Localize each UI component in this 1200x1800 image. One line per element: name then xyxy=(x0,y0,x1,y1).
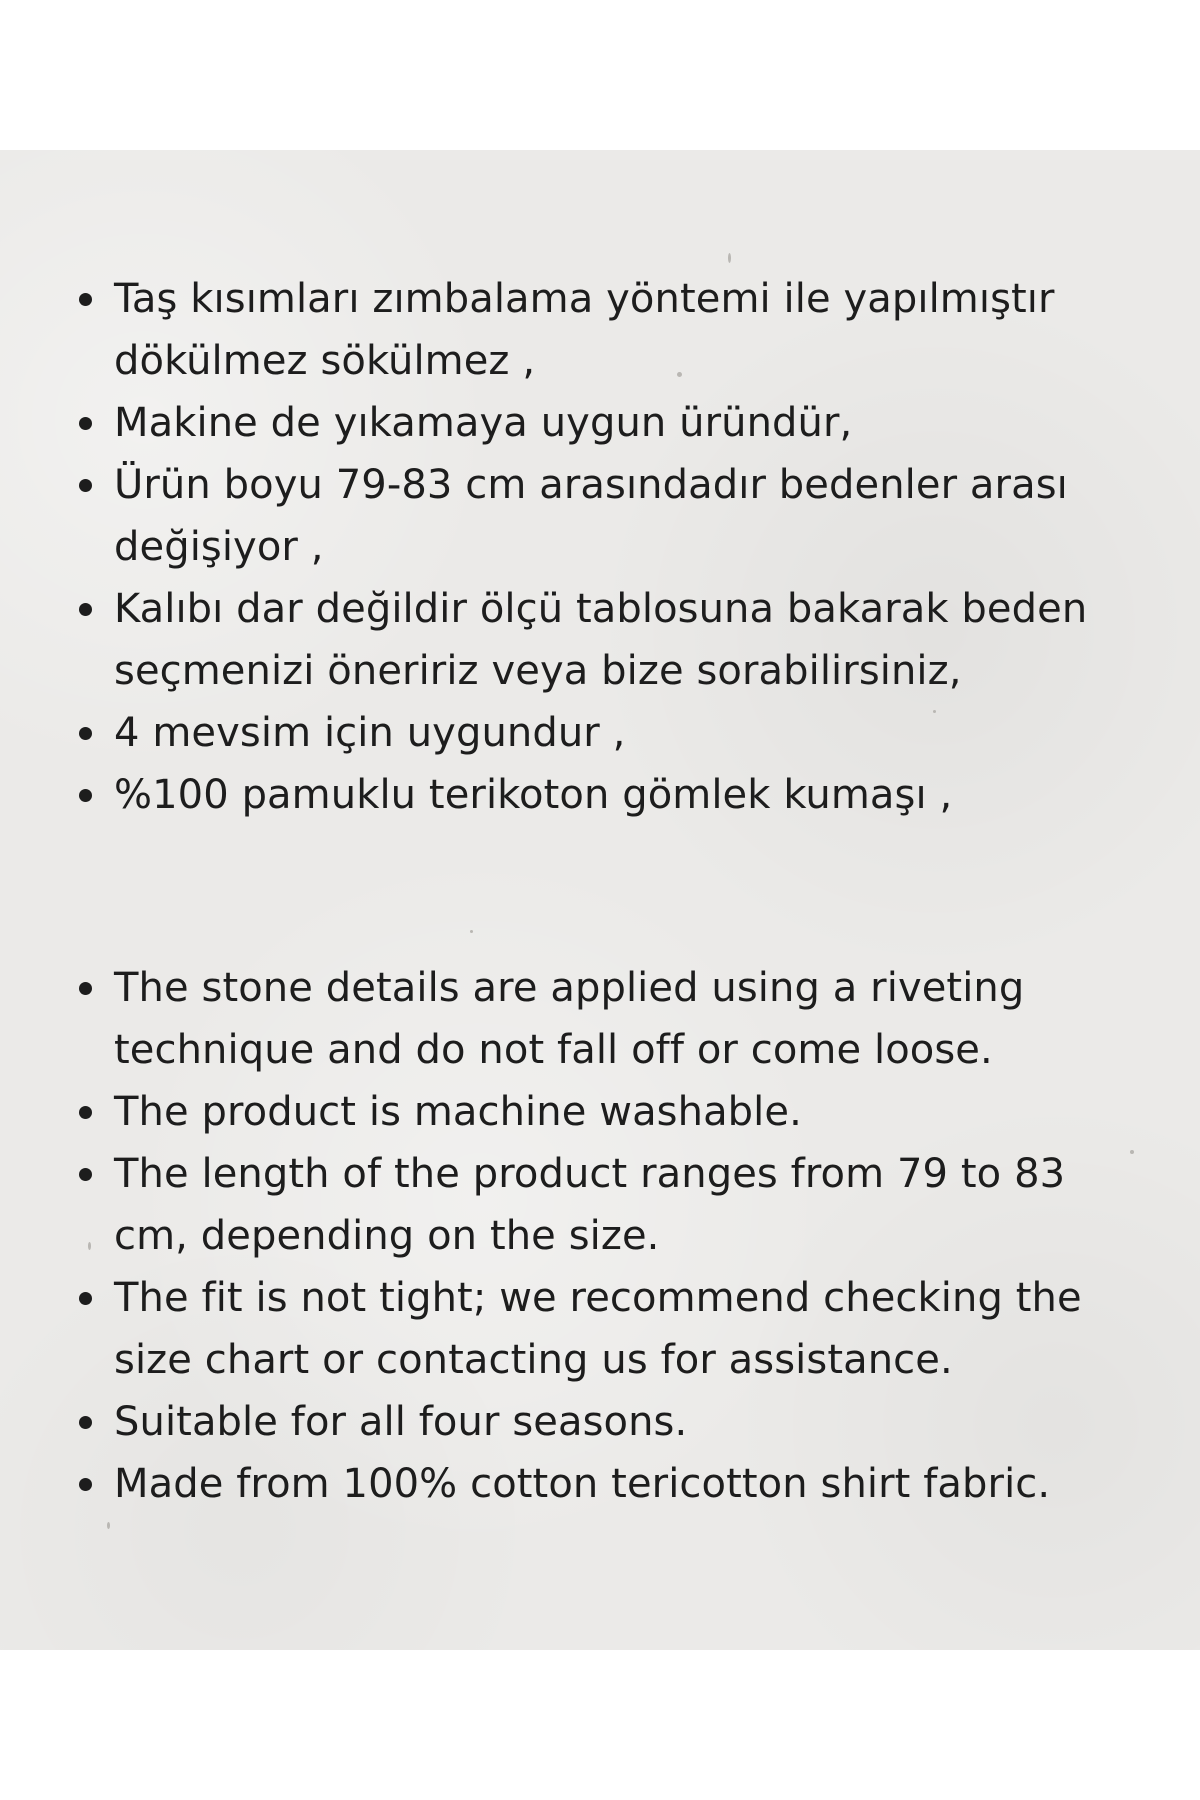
list-item: Made from 100% cotton tericotton shirt fabric. xyxy=(74,1453,1124,1515)
paper-speck xyxy=(107,1522,110,1529)
list-item: Taş kısımları zımbalama yöntemi ile yapılmıştır dökülmez sökülmez , xyxy=(74,268,1124,392)
list-item: The fit is not tight; we recommend checking the size chart or contacting us for assistance. xyxy=(74,1267,1124,1391)
list-item: The product is machine washable. xyxy=(74,1081,1124,1143)
list-item: The length of the product ranges from 79 to 83 cm, depending on the size. xyxy=(74,1143,1124,1267)
list-item: Kalıbı dar değildir ölçü tablosuna bakarak beden seçmenizi öneririz veya bize sorabilirsiniz, xyxy=(74,578,1124,702)
list-item: Makine de yıkamaya uygun üründür, xyxy=(74,392,1124,454)
list-item: 4 mevsim için uygundur , xyxy=(74,702,1124,764)
list-item: The stone details are applied using a riveting technique and do not fall off or come loose. xyxy=(74,957,1124,1081)
paper-speck xyxy=(728,253,731,263)
paper-speck xyxy=(1130,1150,1134,1154)
list-item: Ürün boyu 79-83 cm arasındadır bedenler arası değişiyor , xyxy=(74,454,1124,578)
english-feature-list xyxy=(74,957,1124,1515)
list-item: Suitable for all four seasons. xyxy=(74,1391,1124,1453)
turkish-feature-list xyxy=(74,268,1124,826)
list-item: %100 pamuklu terikoton gömlek kumaşı , xyxy=(74,764,1124,826)
paper-speck xyxy=(470,930,473,933)
